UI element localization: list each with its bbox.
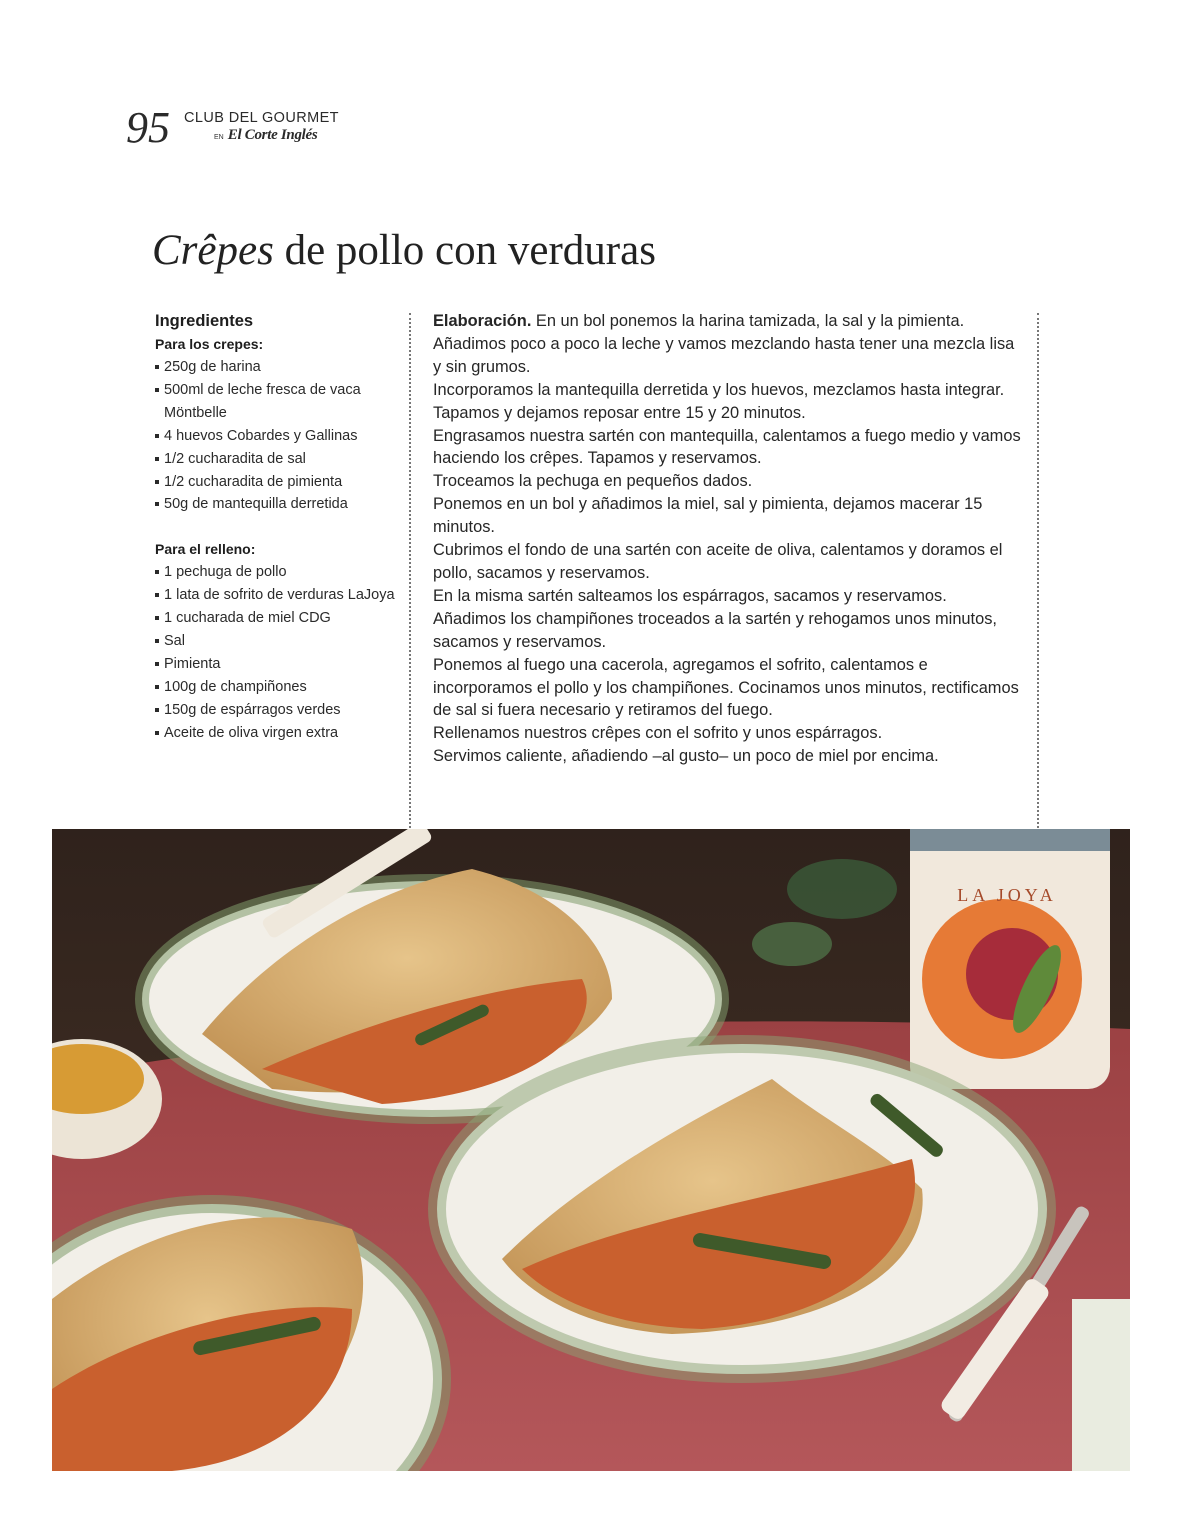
relleno-list: [155, 561, 400, 744]
list-item: Pimienta: [155, 653, 400, 676]
method-step: Engrasamos nuestra sartén con mantequilla, calentamos a fuego medio y vamos haciendo los crêpes. Tapamos y reservamos.: [433, 426, 1021, 468]
list-item: 500ml de leche fresca de vaca Möntbelle: [155, 379, 400, 425]
brand-store: El Corte Inglés: [227, 127, 318, 143]
column-divider-left: [409, 313, 411, 828]
method-step: Cubrimos el fondo de una sartén con aceite de oliva, calentamos y doramos el pollo, sacamos y reservamos.: [433, 541, 1003, 582]
recipe-photo: [52, 829, 1130, 1471]
leaf-shape: [787, 859, 897, 919]
bullet-icon: [155, 685, 159, 689]
list-item: 50g de mantequilla derretida: [155, 493, 400, 516]
napkin: [1072, 1299, 1130, 1471]
page-number: 95: [126, 103, 170, 152]
crepes-heading: Para los crepes:: [155, 336, 264, 352]
method-column: [433, 310, 1023, 768]
method-step: Incorporamos la mantequilla derretida y los huevos, mezclamos hasta integrar. Tapamos y dejamos reposar entre 15 y 20 minutos.: [433, 380, 1005, 422]
list-item: 4 huevos Cobardes y Gallinas: [155, 425, 400, 448]
bullet-icon: [155, 457, 159, 461]
list-item: 1/2 cucharadita de pimienta: [155, 471, 400, 494]
list-item: 1 lata de sofrito de verduras LaJoya: [155, 584, 400, 607]
spacer: [155, 516, 400, 538]
list-item: Sal: [155, 630, 400, 653]
list-item: 100g de champiñones: [155, 676, 400, 699]
bullet-icon: [155, 662, 159, 666]
bullet-icon: [155, 731, 159, 735]
list-item: 1 pechuga de pollo: [155, 561, 400, 584]
can-top: [910, 829, 1110, 851]
method-lead: Elaboración.: [433, 312, 532, 330]
brand-en: EN: [214, 134, 224, 141]
method-step: Añadimos los champiñones troceados a la sartén y rehogamos unos minutos, sacamos y reservamos.: [433, 609, 997, 651]
recipe-title: [152, 226, 656, 276]
leaf-shape: [752, 922, 832, 966]
can-label: LA JOYA: [957, 885, 1057, 905]
title-italic: Crêpes: [152, 227, 274, 274]
ingredients-column: [155, 311, 400, 745]
bullet-icon: [155, 639, 159, 643]
method-step: Ponemos al fuego una cacerola, agregamos el sofrito, calentamos e incorporamos el pollo y los champiñones. Cocinamos unos minutos, rectificamos de sal si fuera necesario y retiramos del fuego.: [433, 655, 1019, 720]
bullet-icon: [155, 593, 159, 597]
bullet-icon: [155, 365, 159, 369]
bullet-icon: [155, 570, 159, 574]
list-item: Aceite de oliva virgen extra: [155, 722, 400, 745]
list-item: 1 cucharada de miel CDG: [155, 607, 400, 630]
bullet-icon: [155, 434, 159, 438]
column-divider-right: [1037, 313, 1039, 828]
ingredients-heading: Ingredientes: [155, 312, 254, 330]
title-rest: de pollo con verduras: [273, 227, 656, 274]
bullet-icon: [155, 708, 159, 712]
list-item: 250g de harina: [155, 356, 400, 379]
brand-logo: [184, 110, 339, 144]
brand-name: CLUB DEL GOURMET: [184, 110, 339, 126]
photo-illustration: [52, 829, 1130, 1471]
list-item: 150g de espárragos verdes: [155, 699, 400, 722]
crepes-list: [155, 356, 400, 516]
bullet-icon: [155, 616, 159, 620]
list-item: 1/2 cucharadita de sal: [155, 448, 400, 471]
bullet-icon: [155, 502, 159, 506]
bullet-icon: [155, 388, 159, 392]
method-step: Troceamos la pechuga en pequeños dados.: [433, 472, 753, 491]
bullet-icon: [155, 480, 159, 484]
method-step: En la misma sartén salteamos los espárragos, sacamos y reservamos.: [433, 586, 947, 605]
method-step: Servimos caliente, añadiendo –al gusto– un poco de miel por encima.: [433, 747, 939, 766]
method-step: Elaboración. En un bol ponemos la harina tamizada, la sal y la pimienta. Añadimos poco a poco la leche y vamos mezclando hasta tener una mezcla lisa y sin grumos.: [433, 312, 1015, 376]
method-step: Rellenamos nuestros crêpes con el sofrito y unos espárragos.: [433, 724, 883, 743]
brand-sub: [214, 127, 339, 144]
method-step: Ponemos en un bol y añadimos la miel, sal y pimienta, dejamos macerar 15 minutos.: [433, 495, 983, 537]
relleno-heading: Para el relleno:: [155, 541, 256, 558]
